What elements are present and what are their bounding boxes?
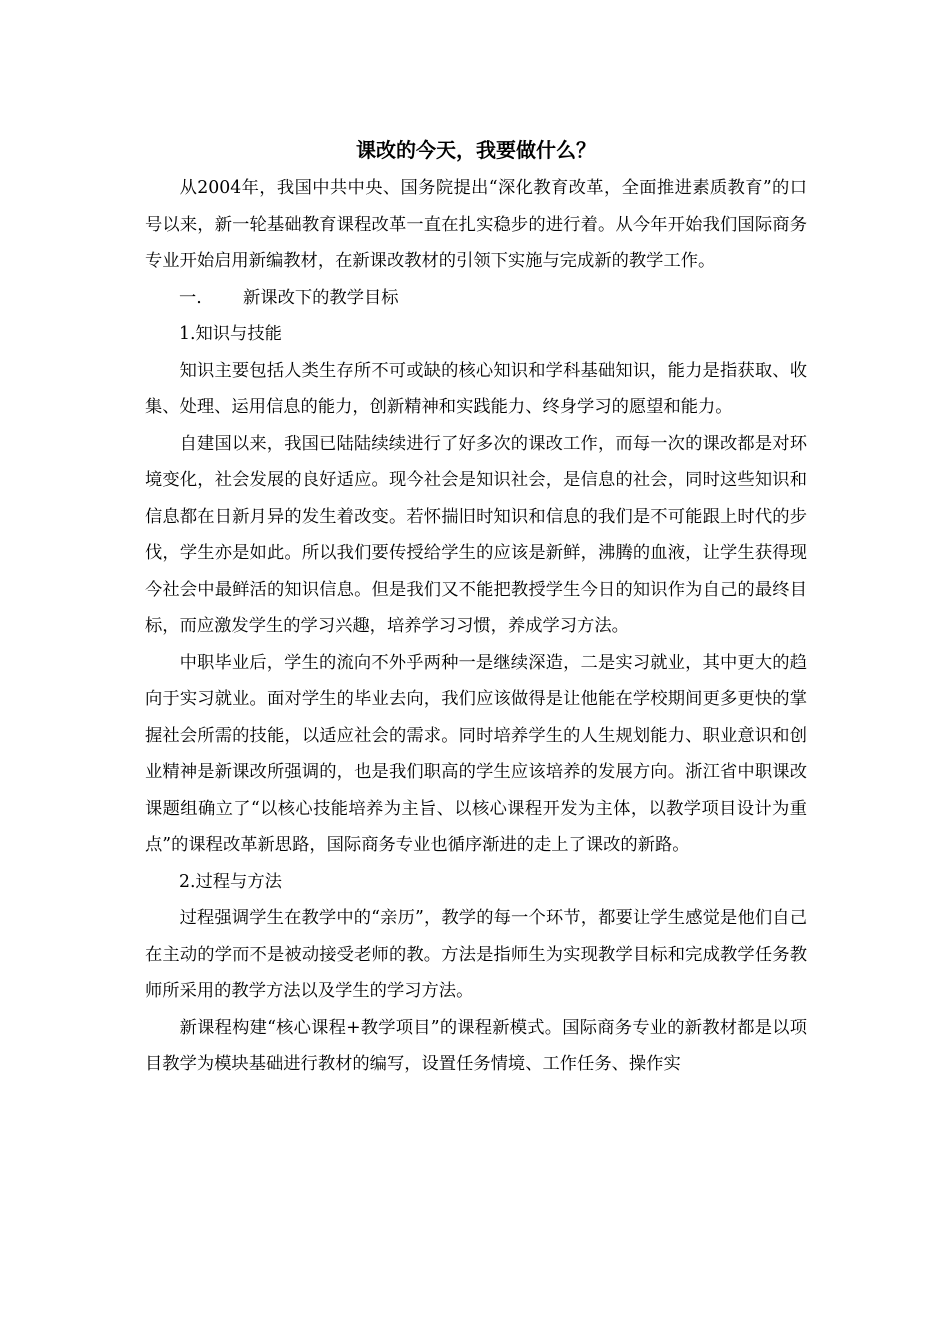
- body-paragraph: 知识主要包括人类生存所不可或缺的核心知识和学科基础知识，能力是指获取、收集、处理、运用信息的能力，创新精神和实践能力、终身学习的愿望和能力。: [145, 360, 807, 417]
- subsection-heading-2: 2.过程与方法: [179, 871, 282, 892]
- intro-paragraph: 从2004年，我国中共中央、国务院提出“深化教育改革，全面推进素质教育”的口号以来，新一轮基础教育课程改革一直在扎实稳步的进行着。从今年开始我们国际商务专业开始启用新编教材，在新课改教材的引领下实施与完成新的教学工作。: [145, 178, 807, 271]
- body-paragraph: 自建国以来，我国已陆陆续续进行了好多次的课改工作，而每一次的课改都是对环境变化，社会发展的良好适应。现今社会是知识社会，是信息的社会，同时这些知识和信息都在日新月异的发生着改变。若怀揣旧时知识和信息的我们是不可能跟上时代的步伐，学生亦是如此。所以我们要传授给学生的应该是新鲜，沸腾的血液，让学生获得现今社会中最鲜活的知识信息。但是我们又不能把教授学生今日的知识作为自己的最终目标，而应激发学生的学习兴趣，培养学习习惯，养成学习方法。: [145, 433, 807, 636]
- document-page: [145, 130, 807, 1083]
- section-number: 一.: [179, 287, 202, 308]
- section-title: 新课改下的教学目标: [243, 287, 399, 308]
- body-paragraph: 新课程构建“核心课程+教学项目”的课程新模式。国际商务专业的新教材都是以项目教学为模块基础进行教材的编写，设置任务情境、工作任务、操作实: [145, 1017, 807, 1074]
- document-title: 课改的今天，我要做什么？: [356, 138, 596, 162]
- body-paragraph: 中职毕业后，学生的流向不外乎两种一是继续深造，二是实习就业，其中更大的趋向于实习就业。面对学生的毕业去向，我们应该做得是让他能在学校期间更多更快的掌握社会所需的技能，以适应社会的需求。同时培养学生的人生规划能力、职业意识和创业精神是新课改所强调的，也是我们职高的学生应该培养的发展方向。浙江省中职课改课题组确立了“以核心技能培养为主旨、以核心课程开发为主体，以教学项目设计为重点”的课程改革新思路，国际商务专业也循序渐进的走上了课改的新路。: [145, 652, 807, 855]
- subsection-heading-1: 1.知识与技能: [179, 324, 282, 344]
- section-heading: [145, 280, 807, 317]
- body-paragraph: 过程强调学生在教学中的“亲历”，教学的每一个环节，都要让学生感觉是他们自己在主动的学而不是被动接受老师的教。方法是指师生为实现教学目标和完成教学任务教师所采用的教学方法以及学生的学习方法。: [145, 908, 807, 1001]
